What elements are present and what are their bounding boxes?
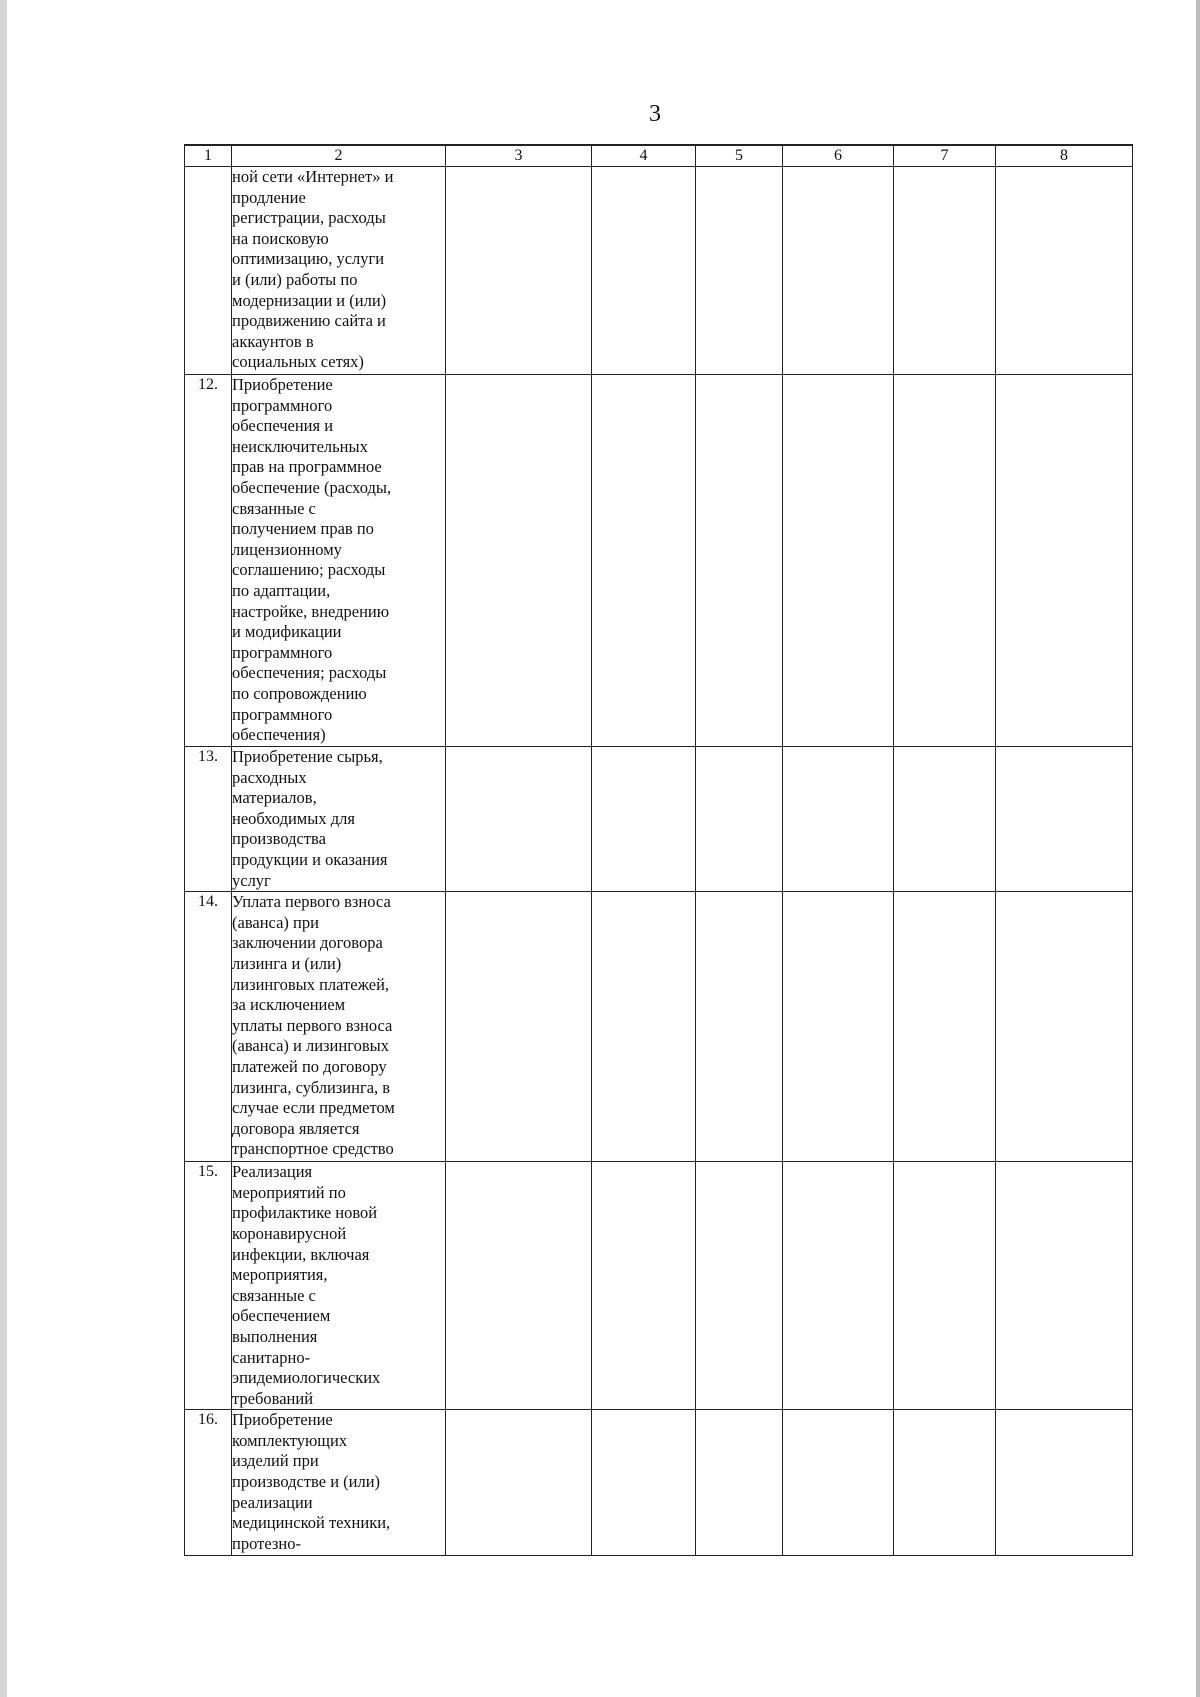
empty-cell-col-3 [446,167,592,375]
empty-cell-col-5 [696,892,783,1162]
row-description [232,375,446,747]
table-row [185,375,1133,747]
header-col-1: 1 [185,145,232,167]
table-row [185,892,1133,1162]
empty-cell-col-7 [894,892,996,1162]
empty-cell-col-7 [894,167,996,375]
empty-cell-col-5 [696,375,783,747]
description-line: настройке, внедрению [232,601,390,621]
description-line: продвижению сайта и [232,311,386,331]
description-line: производства [232,829,326,849]
empty-cell-col-6 [783,167,894,375]
empty-cell-col-8 [996,167,1133,375]
description-line: расходных [232,767,307,787]
header-col-8: 8 [996,145,1133,167]
empty-cell-col-4 [592,375,696,747]
description-line: мероприятий по [232,1182,346,1202]
description-line: санитарно- [232,1347,311,1367]
table-row [185,1162,1133,1410]
empty-cell-col-8 [996,892,1133,1162]
empty-cell-col-6 [783,1410,894,1556]
description-line: лизинга, сублизинга, в [232,1077,391,1097]
empty-cell-col-5 [696,167,783,375]
empty-cell-col-7 [894,1162,996,1410]
scan-edge-right [1196,0,1200,1697]
description-line: мероприятия, [232,1265,328,1285]
description-line: Приобретение [232,375,333,394]
empty-cell-col-4 [592,1410,696,1556]
description-line: и (или) работы по [232,269,358,289]
description-line: коронавирусной [232,1223,347,1243]
description-line: связанные с [232,498,316,518]
empty-cell-col-3 [446,892,592,1162]
row-number: 16. [185,1410,232,1556]
row-description [232,167,446,375]
empty-cell-col-4 [592,892,696,1162]
description-line: программного [232,704,333,724]
description-line: соглашению; расходы [232,560,386,580]
empty-cell-col-3 [446,375,592,747]
table-body [185,167,1133,1556]
description-line: ной сети «Интернет» и [232,167,394,186]
description-line: обеспечение (расходы, [232,477,392,497]
scan-edge-left [0,0,7,1697]
description-line: обеспечения и [232,416,334,436]
row-number: 13. [185,747,232,892]
empty-cell-col-4 [592,167,696,375]
description-line: реализации [232,1492,313,1512]
header-col-7: 7 [894,145,996,167]
description-line: регистрации, расходы [232,208,386,228]
empty-cell-col-3 [446,747,592,892]
description-line: прав на программное [232,457,382,477]
description-line: (аванса) и лизинговых [232,1036,389,1056]
header-col-3: 3 [446,145,592,167]
row-description [232,1410,446,1556]
description-line: выполнения [232,1326,318,1346]
description-line: неисключительных [232,436,368,456]
description-line: оптимизацию, услуги [232,249,385,269]
description-line: платежей по договору [232,1056,387,1076]
description-line: аккаунтов в [232,331,314,351]
description-line: Приобретение сырья, [232,747,383,766]
row-number [185,167,232,375]
description-line: и модификации [232,622,342,642]
description-line: обеспечения) [232,725,326,745]
empty-cell-col-8 [996,1162,1133,1410]
description-line: Реализация [232,1162,313,1182]
description-line: Приобретение [232,1410,333,1430]
header-row [185,145,1133,167]
description-line: за исключением [232,995,346,1015]
description-line: (аванса) при [232,912,319,932]
empty-cell-col-7 [894,747,996,892]
empty-cell-col-8 [996,747,1133,892]
empty-cell-col-5 [696,1162,783,1410]
header-col-2: 2 [232,145,446,167]
description-line: производстве и (или) [232,1472,381,1492]
empty-cell-col-3 [446,1410,592,1556]
row-number: 12. [185,375,232,747]
description-line: протезно- [232,1533,301,1553]
description-line: договора является [232,1118,360,1138]
empty-cell-col-3 [446,1162,592,1410]
description-line: лицензионному [232,539,342,559]
page-number: 3 [649,101,661,127]
row-number: 15. [185,1162,232,1410]
description-line: профилактике новой [232,1203,378,1223]
description-line: социальных сетях) [232,352,364,372]
description-line: программного [232,642,333,662]
description-line: случае если предметом [232,1098,395,1118]
description-line: получением прав по [232,519,374,539]
description-line: обеспечения; расходы [232,663,387,683]
description-line: на поисковую [232,228,329,248]
row-description [232,892,446,1162]
header-col-4: 4 [592,145,696,167]
table-row [185,167,1133,375]
description-line: лизинговых платежей, [232,974,390,994]
description-line: уплаты первого взноса [232,1015,393,1035]
description-line: комплектующих [232,1430,348,1450]
row-description [232,1162,446,1410]
description-line: медицинской техники, [232,1513,391,1533]
header-col-5: 5 [696,145,783,167]
empty-cell-col-6 [783,375,894,747]
empty-cell-col-4 [592,1162,696,1410]
description-line: продление [232,187,306,207]
empty-cell-col-7 [894,1410,996,1556]
table-row [185,747,1133,892]
description-line: Уплата первого взноса [232,892,391,912]
description-line: программного [232,395,333,415]
empty-cell-col-7 [894,375,996,747]
row-number: 14. [185,892,232,1162]
table-row [185,1410,1133,1556]
description-line: изделий при [232,1451,319,1471]
description-line: по адаптации, [232,580,331,600]
description-line: эпидемиологических [232,1368,381,1388]
empty-cell-col-6 [783,747,894,892]
row-description [232,747,446,892]
description-line: заключении договора [232,933,383,953]
description-line: лизинга и (или) [232,953,342,973]
description-line: по сопровождению [232,683,367,703]
expense-table [184,144,1133,1556]
empty-cell-col-4 [592,747,696,892]
description-line: инфекции, включая [232,1244,370,1264]
empty-cell-col-5 [696,1410,783,1556]
header-col-6: 6 [783,145,894,167]
empty-cell-col-8 [996,1410,1133,1556]
description-line: модернизации и (или) [232,290,387,310]
empty-cell-col-6 [783,892,894,1162]
description-line: необходимых для [232,808,355,828]
description-line: материалов, [232,788,317,808]
description-line: обеспечением [232,1306,331,1326]
description-line: продукции и оказания [232,849,388,869]
description-line: требований [232,1388,314,1408]
description-line: услуг [232,870,271,890]
description-line: связанные с [232,1285,316,1305]
empty-cell-col-8 [996,375,1133,747]
empty-cell-col-6 [783,1162,894,1410]
description-line: транспортное средство [232,1139,394,1159]
empty-cell-col-5 [696,747,783,892]
